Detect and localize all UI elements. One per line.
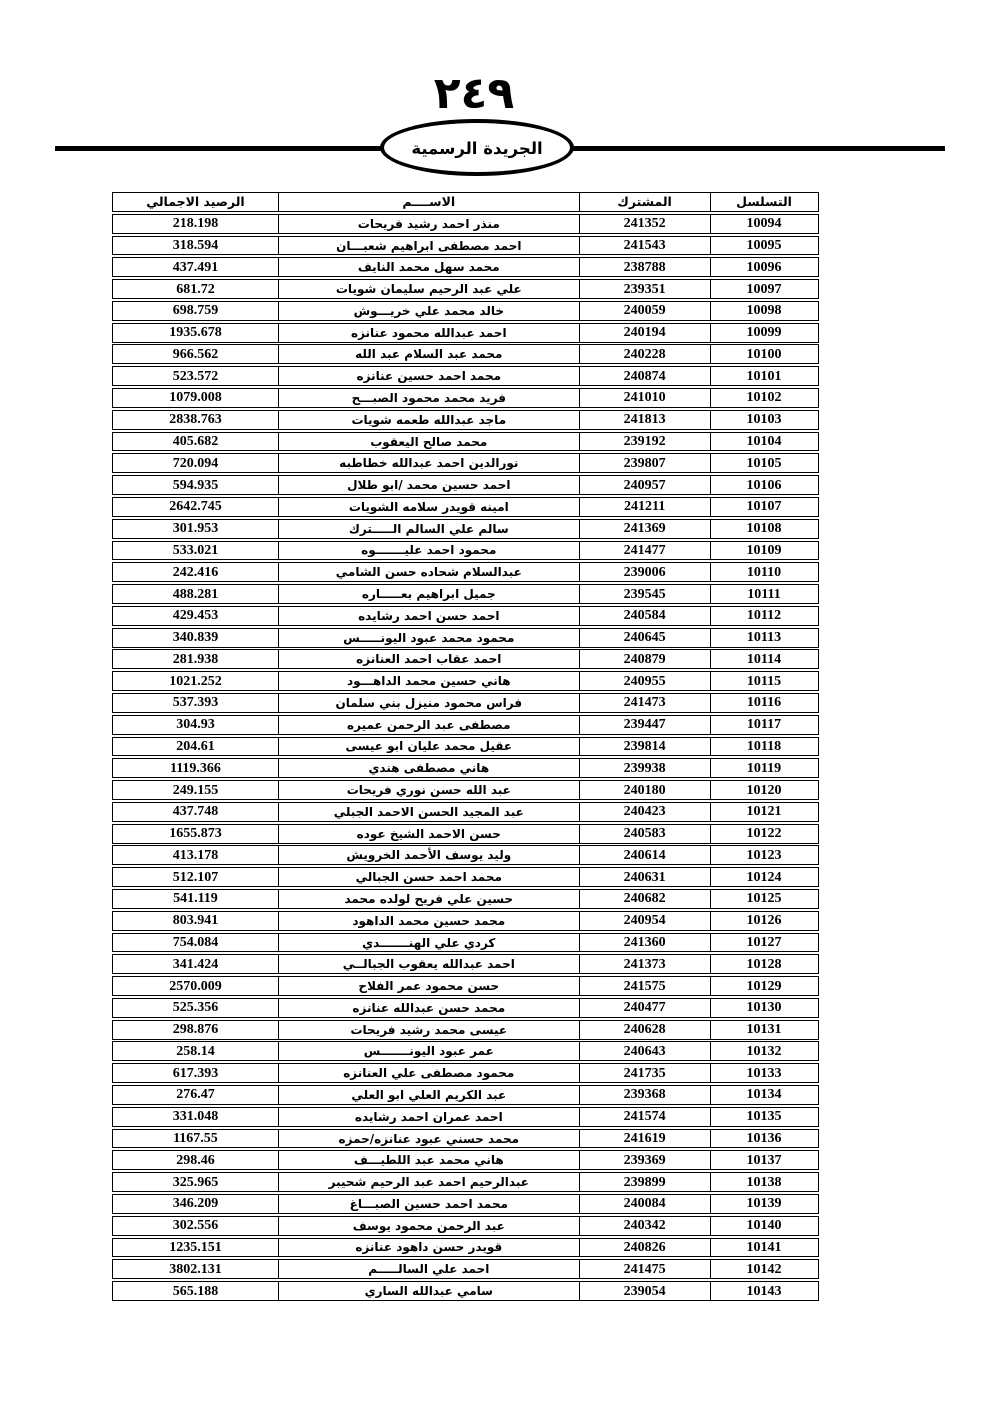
table-row (112, 845, 819, 865)
cell-name: ماجد عبدالله طعمه شويات (277, 410, 580, 430)
cell-serial: 10116 (709, 693, 819, 713)
cell-serial: 10136 (709, 1129, 819, 1149)
table-row (112, 301, 819, 321)
cell-name: محمد حسين محمد الداهود (277, 911, 580, 931)
cell-name: عبد المجيد الحسن الاحمد الجبلي (277, 802, 580, 822)
cell-name: حسن محمود عمر الفلاح (277, 976, 580, 996)
cell-balance: 298.876 (112, 1020, 279, 1040)
cell-serial: 10117 (709, 715, 819, 735)
cell-serial: 10137 (709, 1150, 819, 1170)
cell-name: احمد عبدالله يعقوب الجبالــي (277, 954, 580, 974)
cell-subscriber: 239351 (579, 279, 711, 299)
cell-serial: 10125 (709, 889, 819, 909)
cell-serial: 10110 (709, 562, 819, 582)
table-row (112, 1063, 819, 1083)
cell-balance: 617.393 (112, 1063, 279, 1083)
cell-subscriber: 239368 (579, 1085, 711, 1105)
cell-subscriber: 241010 (579, 388, 711, 408)
cell-name: علي عبد الرحيم سليمان شويات (277, 279, 580, 299)
cell-subscriber: 240059 (579, 301, 711, 321)
cell-balance: 249.155 (112, 780, 279, 800)
cell-subscriber: 240342 (579, 1216, 711, 1236)
cell-balance: 340.839 (112, 628, 279, 648)
cell-name: محمد احمد حسين الصبـــاغ (277, 1194, 580, 1214)
cell-serial: 10132 (709, 1041, 819, 1061)
cell-serial: 10142 (709, 1259, 819, 1279)
table-row (112, 606, 819, 626)
cell-balance: 523.572 (112, 366, 279, 386)
cell-balance: 594.935 (112, 475, 279, 495)
cell-serial: 10140 (709, 1216, 819, 1236)
cell-balance: 537.393 (112, 693, 279, 713)
table-row (112, 1020, 819, 1040)
cell-balance: 525.356 (112, 998, 279, 1018)
cell-subscriber: 240084 (579, 1194, 711, 1214)
table-row (112, 323, 819, 343)
cell-balance: 966.562 (112, 344, 279, 364)
cell-serial: 10141 (709, 1238, 819, 1258)
cell-subscriber: 238788 (579, 257, 711, 277)
cell-serial: 10130 (709, 998, 819, 1018)
table-row (112, 236, 819, 256)
cell-subscriber: 240423 (579, 802, 711, 822)
cell-subscriber: 240879 (579, 649, 711, 669)
cell-serial: 10103 (709, 410, 819, 430)
cell-serial: 10113 (709, 628, 819, 648)
cell-subscriber: 241735 (579, 1063, 711, 1083)
cell-name: عمر عبود اليونـــــــس (277, 1041, 580, 1061)
table-row (112, 366, 819, 386)
table-row (112, 257, 819, 277)
cell-subscriber: 240477 (579, 998, 711, 1018)
cell-subscriber: 240631 (579, 867, 711, 887)
cell-subscriber: 240228 (579, 344, 711, 364)
gazette-title: الجريدة الرسمية (411, 139, 543, 158)
cell-serial: 10133 (709, 1063, 819, 1083)
table-row (112, 1194, 819, 1214)
cell-subscriber: 239545 (579, 584, 711, 604)
cell-serial: 10119 (709, 758, 819, 778)
cell-subscriber: 239814 (579, 737, 711, 757)
table-row (112, 671, 819, 691)
cell-name: احمد مصطفى ابراهيم شعبـــان (277, 236, 580, 256)
cell-subscriber: 241477 (579, 541, 711, 561)
header-cell-subscriber: المشترك (579, 192, 711, 212)
cell-balance: 304.93 (112, 715, 279, 735)
cell-balance: 803.941 (112, 911, 279, 931)
cell-serial: 10120 (709, 780, 819, 800)
table-row (112, 998, 819, 1018)
table-row (112, 649, 819, 669)
cell-name: امينه قويدر سلامه الشويات (277, 497, 580, 517)
cell-name: محمد عبد السلام عبد الله (277, 344, 580, 364)
table-row (112, 867, 819, 887)
table-row (112, 628, 819, 648)
cell-name: احمد حسن احمد رشايده (277, 606, 580, 626)
cell-serial: 10096 (709, 257, 819, 277)
table-row (112, 541, 819, 561)
table-row (112, 214, 819, 234)
cell-serial: 10102 (709, 388, 819, 408)
cell-serial: 10101 (709, 366, 819, 386)
cell-serial: 10135 (709, 1107, 819, 1127)
cell-name: فراس محمود منيزل بني سلمان (277, 693, 580, 713)
cell-serial: 10105 (709, 453, 819, 473)
cell-subscriber: 239054 (579, 1281, 711, 1301)
cell-serial: 10097 (709, 279, 819, 299)
cell-name: احمد علي السالـــــم (277, 1259, 580, 1279)
cell-balance: 437.748 (112, 802, 279, 822)
cell-balance: 681.72 (112, 279, 279, 299)
cell-subscriber: 239899 (579, 1172, 711, 1192)
cell-name: هاني محمد عبد اللطيـــف (277, 1150, 580, 1170)
cell-balance: 302.556 (112, 1216, 279, 1236)
cell-name: محمد احمد حسن الجبالي (277, 867, 580, 887)
cell-balance: 301.953 (112, 519, 279, 539)
cell-serial: 10095 (709, 236, 819, 256)
table-row (112, 1041, 819, 1061)
cell-subscriber: 241813 (579, 410, 711, 430)
gazette-title-ellipse (380, 119, 574, 176)
cell-serial: 10112 (709, 606, 819, 626)
cell-subscriber: 241473 (579, 693, 711, 713)
cell-serial: 10126 (709, 911, 819, 931)
cell-balance: 258.14 (112, 1041, 279, 1061)
cell-balance: 242.416 (112, 562, 279, 582)
cell-balance: 429.453 (112, 606, 279, 626)
cell-balance: 413.178 (112, 845, 279, 865)
cell-balance: 437.491 (112, 257, 279, 277)
cell-serial: 10114 (709, 649, 819, 669)
cell-serial: 10139 (709, 1194, 819, 1214)
cell-balance: 204.61 (112, 737, 279, 757)
table-row (112, 562, 819, 582)
cell-subscriber: 240645 (579, 628, 711, 648)
table-row (112, 780, 819, 800)
table-row (112, 911, 819, 931)
cell-name: خالد محمد علي خريـــوش (277, 301, 580, 321)
cell-name: محمود احمد عليـــــــوه (277, 541, 580, 561)
table-row (112, 715, 819, 735)
table-row (112, 1259, 819, 1279)
cell-serial: 10129 (709, 976, 819, 996)
table-row (112, 1107, 819, 1127)
cell-subscriber: 241360 (579, 933, 711, 953)
cell-name: عبد الكريم العلي ابو العلي (277, 1085, 580, 1105)
table-row (112, 519, 819, 539)
cell-name: محمد حسن عبدالله عنانزه (277, 998, 580, 1018)
cell-serial: 10109 (709, 541, 819, 561)
cell-serial: 10111 (709, 584, 819, 604)
table-row (112, 453, 819, 473)
cell-balance: 1119.366 (112, 758, 279, 778)
table-row (112, 1216, 819, 1236)
cell-balance: 1655.873 (112, 824, 279, 844)
cell-subscriber: 241575 (579, 976, 711, 996)
table-row (112, 693, 819, 713)
cell-name: سالم علي السالم الـــــترك (277, 519, 580, 539)
table-row (112, 1129, 819, 1149)
table-row (112, 824, 819, 844)
cell-serial: 10108 (709, 519, 819, 539)
cell-serial: 10115 (709, 671, 819, 691)
cell-subscriber: 240583 (579, 824, 711, 844)
cell-balance: 325.965 (112, 1172, 279, 1192)
table-header-row (112, 192, 819, 212)
cell-balance: 346.209 (112, 1194, 279, 1214)
cell-name: عبد الرحمن محمود يوسف (277, 1216, 580, 1236)
cell-balance: 2838.763 (112, 410, 279, 430)
cell-subscriber: 240954 (579, 911, 711, 931)
cell-serial: 10104 (709, 432, 819, 452)
table-row (112, 1238, 819, 1258)
cell-name: عبدالسلام شحاده حسن الشامي (277, 562, 580, 582)
cell-name: احمد عقاب احمد العنانزه (277, 649, 580, 669)
cell-subscriber: 239938 (579, 758, 711, 778)
cell-balance: 541.119 (112, 889, 279, 909)
cell-serial: 10123 (709, 845, 819, 865)
cell-subscriber: 240628 (579, 1020, 711, 1040)
cell-balance: 533.021 (112, 541, 279, 561)
cell-balance: 512.107 (112, 867, 279, 887)
cell-balance: 281.938 (112, 649, 279, 669)
cell-serial: 10131 (709, 1020, 819, 1040)
cell-subscriber: 241574 (579, 1107, 711, 1127)
cell-serial: 10106 (709, 475, 819, 495)
cell-subscriber: 240682 (579, 889, 711, 909)
cell-balance: 341.424 (112, 954, 279, 974)
cell-name: عبدالرحيم احمد عبد الرحيم شحيبر (277, 1172, 580, 1192)
cell-name: محمد صالح اليعقوب (277, 432, 580, 452)
cell-serial: 10138 (709, 1172, 819, 1192)
cell-name: منذر احمد رشيد فريحات (277, 214, 580, 234)
records-table-body (112, 214, 819, 1301)
cell-name: وليد يوسف الأحمد الخرويش (277, 845, 580, 865)
table-row (112, 976, 819, 996)
cell-balance: 754.084 (112, 933, 279, 953)
table-row (112, 954, 819, 974)
cell-name: قويدر حسن داهود عنانزه (277, 1238, 580, 1258)
cell-serial: 10134 (709, 1085, 819, 1105)
table-row (112, 410, 819, 430)
cell-balance: 405.682 (112, 432, 279, 452)
table-row (112, 1172, 819, 1192)
cell-name: سامي عبدالله الساري (277, 1281, 580, 1301)
cell-name: نورالدين احمد عبدالله خطاطبه (277, 453, 580, 473)
cell-balance: 318.594 (112, 236, 279, 256)
table-row (112, 758, 819, 778)
table-row (112, 1085, 819, 1105)
cell-balance: 276.47 (112, 1085, 279, 1105)
cell-serial: 10127 (709, 933, 819, 953)
cell-serial: 10118 (709, 737, 819, 757)
cell-balance: 298.46 (112, 1150, 279, 1170)
cell-subscriber: 241619 (579, 1129, 711, 1149)
cell-serial: 10124 (709, 867, 819, 887)
table-row (112, 933, 819, 953)
cell-name: حسن الاحمد الشيخ عوده (277, 824, 580, 844)
cell-name: مصطفى عبد الرحمن عميره (277, 715, 580, 735)
cell-serial: 10128 (709, 954, 819, 974)
cell-subscriber: 239447 (579, 715, 711, 735)
cell-serial: 10099 (709, 323, 819, 343)
cell-balance: 698.759 (112, 301, 279, 321)
table-row (112, 497, 819, 517)
cell-name: محمود مصطفى علي العنانزه (277, 1063, 580, 1083)
cell-serial: 10143 (709, 1281, 819, 1301)
cell-balance: 488.281 (112, 584, 279, 604)
cell-balance: 1167.55 (112, 1129, 279, 1149)
cell-balance: 1935.678 (112, 323, 279, 343)
table-row (112, 584, 819, 604)
cell-name: فريد محمد محمود الصبـــح (277, 388, 580, 408)
table-row (112, 432, 819, 452)
cell-balance: 331.048 (112, 1107, 279, 1127)
cell-balance: 3802.131 (112, 1259, 279, 1279)
cell-serial: 10107 (709, 497, 819, 517)
table-row (112, 802, 819, 822)
cell-name: احمد عبدالله محمود عنانزه (277, 323, 580, 343)
cell-subscriber: 239807 (579, 453, 711, 473)
header-cell-balance: الرصيد الاجمالي (112, 192, 279, 212)
cell-subscriber: 240826 (579, 1238, 711, 1258)
cell-name: عبد الله حسن نوري فريحات (277, 780, 580, 800)
cell-subscriber: 239192 (579, 432, 711, 452)
cell-name: محمود محمد عبود اليونـــــس (277, 628, 580, 648)
cell-subscriber: 239369 (579, 1150, 711, 1170)
cell-subscriber: 240614 (579, 845, 711, 865)
cell-name: محمد احمد حسين عنانزه (277, 366, 580, 386)
cell-subscriber: 240874 (579, 366, 711, 386)
cell-balance: 2570.009 (112, 976, 279, 996)
cell-name: محمد حسني عبود عنانزه/حمزه (277, 1129, 580, 1149)
cell-subscriber: 241543 (579, 236, 711, 256)
cell-subscriber: 241352 (579, 214, 711, 234)
cell-balance: 1079.008 (112, 388, 279, 408)
cell-balance: 720.094 (112, 453, 279, 473)
cell-serial: 10122 (709, 824, 819, 844)
cell-balance: 1021.252 (112, 671, 279, 691)
cell-serial: 10121 (709, 802, 819, 822)
cell-name: احمد حسين محمد /ابو طلال (277, 475, 580, 495)
cell-subscriber: 240584 (579, 606, 711, 626)
cell-subscriber: 240957 (579, 475, 711, 495)
cell-name: عيسى محمد رشيد فريحات (277, 1020, 580, 1040)
cell-subscriber: 240180 (579, 780, 711, 800)
cell-balance: 218.198 (112, 214, 279, 234)
cell-name: احمد عمران احمد رشايده (277, 1107, 580, 1127)
cell-subscriber: 240955 (579, 671, 711, 691)
cell-subscriber: 240194 (579, 323, 711, 343)
table-row (112, 279, 819, 299)
cell-serial: 10098 (709, 301, 819, 321)
cell-name: كردي علي الهنـــــــدي (277, 933, 580, 953)
cell-subscriber: 241475 (579, 1259, 711, 1279)
cell-balance: 2642.745 (112, 497, 279, 517)
cell-subscriber: 240643 (579, 1041, 711, 1061)
cell-name: جميل ابراهيم بعـــــاره (277, 584, 580, 604)
cell-balance: 565.188 (112, 1281, 279, 1301)
header-cell-name: الاســــم (277, 192, 580, 212)
table-row (112, 388, 819, 408)
table-row (112, 1150, 819, 1170)
cell-name: هاني مصطفى هندي (277, 758, 580, 778)
table-row (112, 1281, 819, 1301)
cell-subscriber: 241211 (579, 497, 711, 517)
header-cell-serial: التسلسل (709, 192, 819, 212)
cell-serial: 10100 (709, 344, 819, 364)
cell-serial: 10094 (709, 214, 819, 234)
table-row (112, 475, 819, 495)
records-table (112, 192, 819, 1303)
table-row (112, 889, 819, 909)
cell-subscriber: 239006 (579, 562, 711, 582)
table-row (112, 737, 819, 757)
cell-balance: 1235.151 (112, 1238, 279, 1258)
table-row (112, 344, 819, 364)
cell-subscriber: 241373 (579, 954, 711, 974)
cell-name: عقيل محمد عليان ابو عيسى (277, 737, 580, 757)
page-number: ٢٤٩ (433, 68, 515, 119)
cell-name: حسين علي فريح لولده محمد (277, 889, 580, 909)
cell-name: محمد سهل محمد النايف (277, 257, 580, 277)
cell-subscriber: 241369 (579, 519, 711, 539)
cell-name: هاني حسين محمد الداهـــود (277, 671, 580, 691)
